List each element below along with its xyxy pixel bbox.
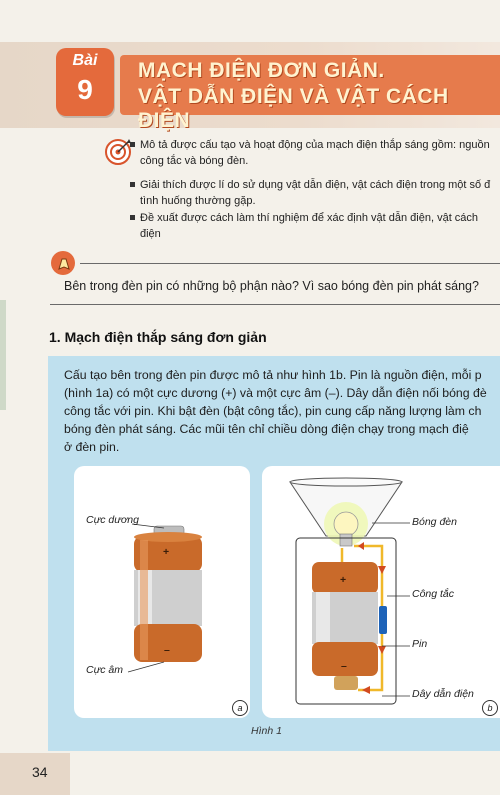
lesson-title-box [120, 55, 500, 132]
lesson-number: 9 [77, 74, 93, 105]
paragraph-line: ở đèn pin. [64, 440, 120, 454]
question-divider-bottom [50, 304, 500, 305]
figure-tag-a: a [232, 700, 248, 716]
opening-question: Bên trong đèn pin có những bộ phận nào? Vì sao bóng đèn pin phát sáng? [64, 279, 479, 293]
battery-illustration [74, 466, 250, 718]
section-paragraph [64, 366, 496, 456]
objective-text: Giải thích được lí do sử dụng vật dẫn điện, vật cách điện trong một số đ [140, 179, 491, 191]
lesson-title-line-2: VẬT DẪN ĐIỆN VÀ VẬT CÁCH ĐIỆN [138, 85, 449, 132]
objective-text: Đề xuất được cách làm thí nghiệm để xác định vật dẫn điện, vật cách điện [140, 212, 479, 240]
lesson-title-line-1: MẠCH ĐIỆN ĐƠN GIẢN. [138, 59, 385, 82]
paragraph-line: công tắc với pin. Khi bật đèn (bật công tắc), pin cung cấp năng lượng làm ch [64, 404, 482, 418]
lesson-badge-label: Bài [72, 52, 98, 69]
flashlight-circuit-illustration [262, 466, 500, 718]
figure-1b-panel [262, 466, 500, 718]
objective-item-2 [140, 177, 500, 209]
objective-text: công tắc và bóng đèn. [140, 155, 249, 167]
minus-sign: – [341, 660, 347, 672]
label-battery: Pin [412, 638, 428, 650]
target-icon [103, 136, 133, 166]
objective-item-1 [140, 137, 500, 169]
figure-caption: Hình 1 [251, 725, 282, 737]
page-number: 34 [32, 764, 48, 780]
paragraph-line: bóng đèn phát sáng. Các mũi tên chỉ chiều dòng điện chạy trong mạch điệ [64, 422, 469, 436]
page-edge-strip [0, 300, 6, 410]
label-positive-terminal: Cực dương [86, 514, 139, 526]
pencil-icon [50, 250, 76, 276]
question-divider-top [80, 263, 500, 264]
lesson-badge [56, 48, 114, 116]
label-bulb: Bóng đèn [412, 516, 457, 528]
bullet-icon [130, 142, 135, 147]
objective-text: Mô tả được cấu tạo và hoạt động của mạch điện thắp sáng gồm: nguồn [140, 139, 490, 151]
figure-1a-panel [74, 466, 250, 718]
figure-tag-b: b [482, 700, 498, 716]
label-negative-terminal: Cực âm [86, 664, 123, 676]
label-wire: Dây dẫn điện [412, 688, 474, 700]
objective-item-3 [140, 210, 500, 242]
paragraph-line: (hình 1a) có một cực dương (+) và một cực âm (–). Dây dẫn điện nối bóng đè [64, 386, 487, 400]
label-switch: Công tắc [412, 588, 455, 600]
bullet-icon [130, 182, 135, 187]
paragraph-line: Cấu tạo bên trong đèn pin được mô tả như hình 1b. Pin là nguồn điện, mỗi p [64, 368, 482, 382]
plus-sign: + [340, 574, 347, 586]
objective-text: tình huống thường gặp. [140, 195, 256, 207]
section-title: 1. Mạch điện thắp sáng đơn giản [49, 329, 267, 345]
plus-sign: + [163, 546, 170, 558]
bullet-icon [130, 215, 135, 220]
minus-sign: – [164, 644, 170, 656]
